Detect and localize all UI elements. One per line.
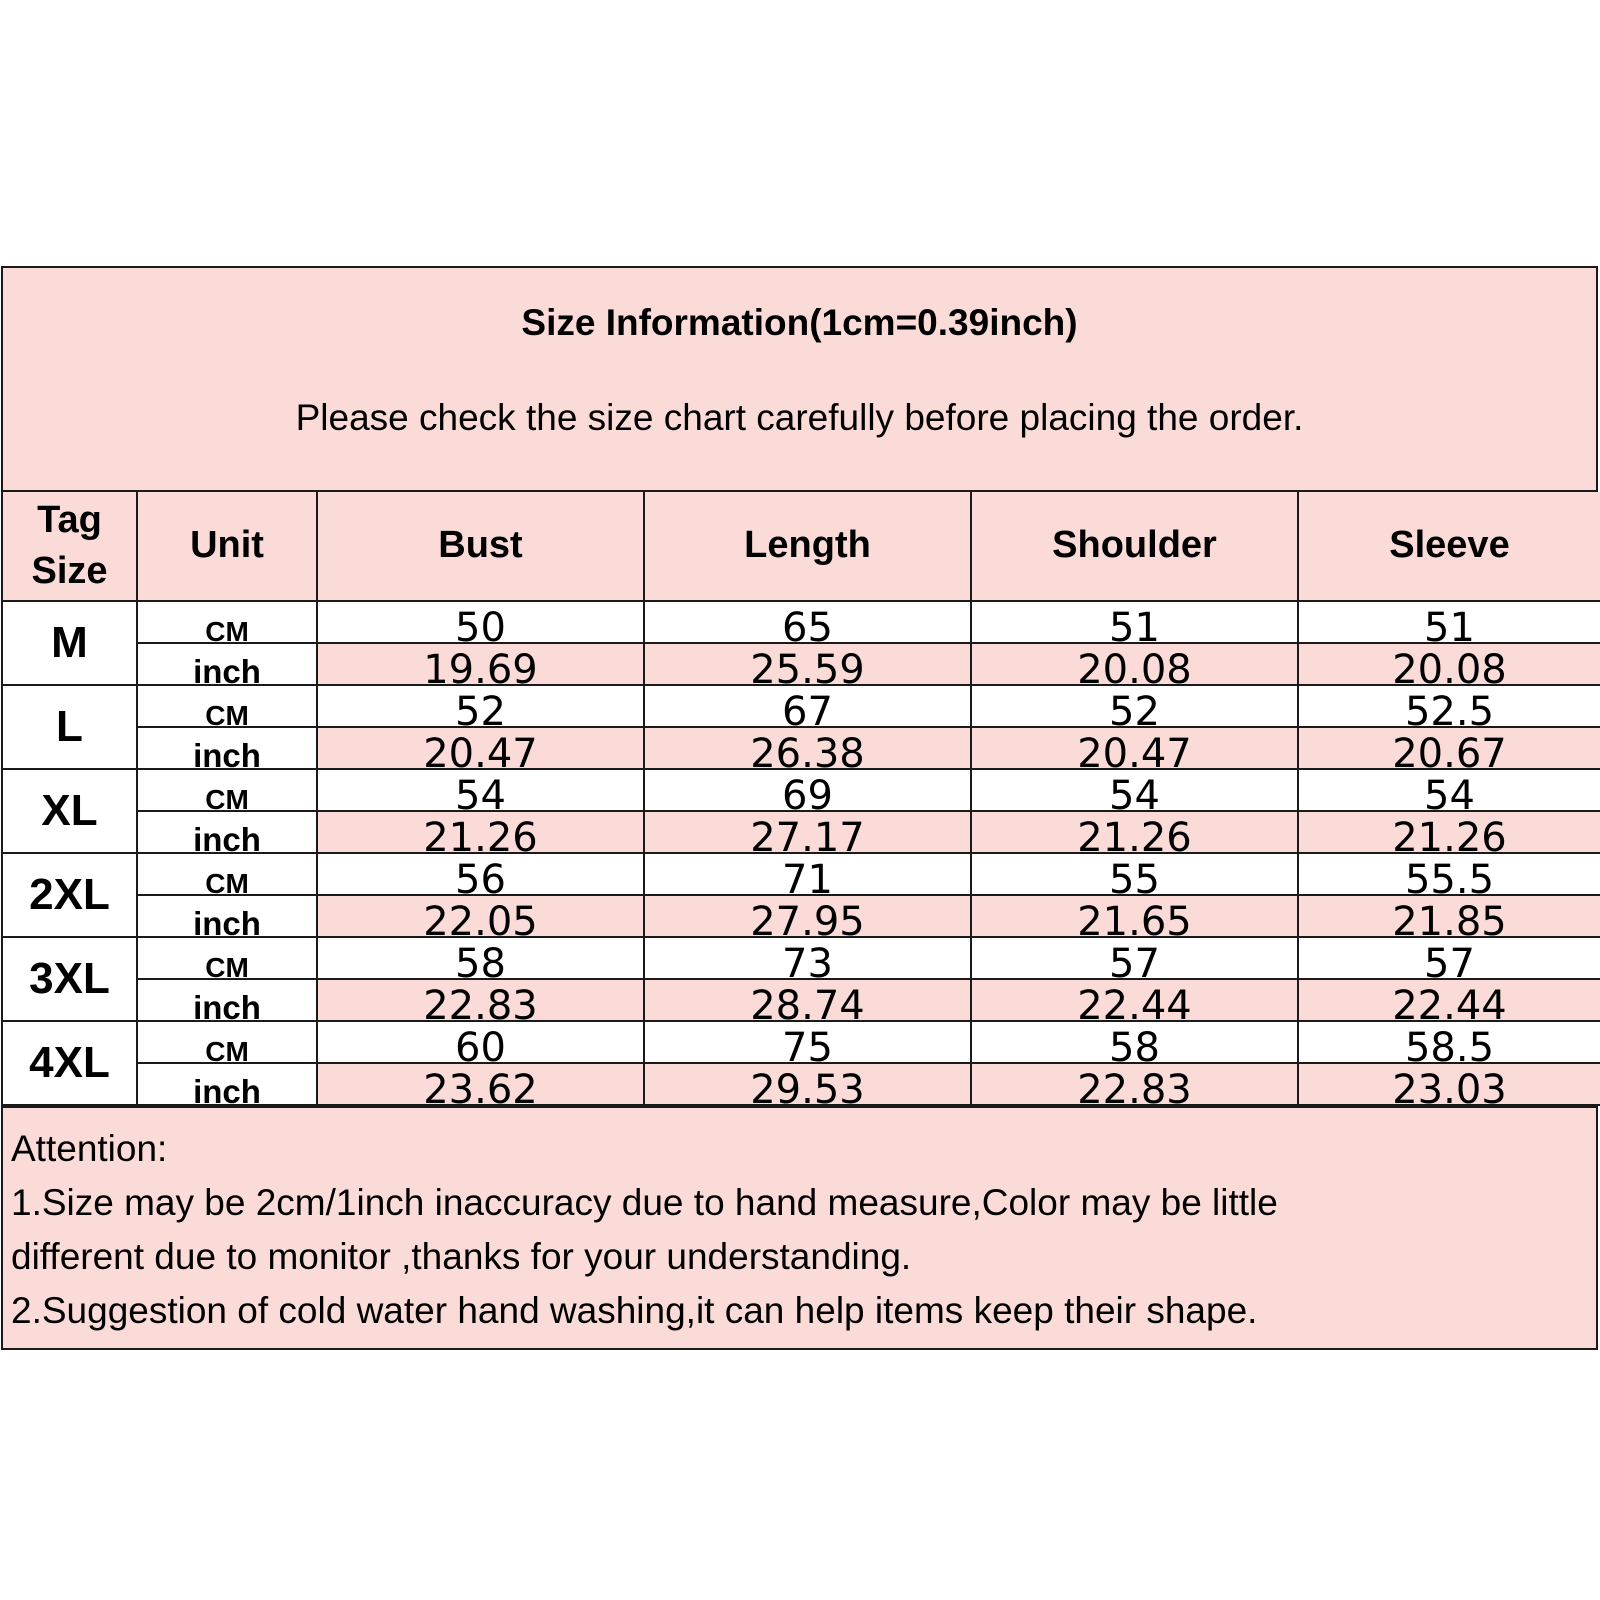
- length-value-cell: [644, 643, 971, 685]
- attention-line-1: 1.Size may be 2cm/1inch inaccuracy due to hand measure,Color may be little: [11, 1182, 1278, 1223]
- bust-value-cell: [317, 979, 644, 1021]
- length-value-cell: [644, 1021, 971, 1063]
- column-header-tag-size: [3, 492, 137, 601]
- sleeve-value-cell: [1298, 1021, 1600, 1063]
- shoulder-value-cell: [971, 685, 1298, 727]
- shoulder-value-cell: [971, 979, 1298, 1021]
- unit-label: CM: [205, 616, 249, 643]
- unit-label: inch: [193, 653, 261, 685]
- sleeve-value: 20.67: [1392, 731, 1507, 769]
- shoulder-value-cell: [971, 895, 1298, 937]
- sleeve-value: 58.5: [1404, 1025, 1495, 1063]
- column-header-bust: Bust: [317, 492, 644, 601]
- unit-label: CM: [205, 868, 249, 895]
- unit-label: inch: [193, 737, 261, 769]
- bust-value-cell: [317, 727, 644, 769]
- shoulder-value-cell: [971, 769, 1298, 811]
- tag-size-cell: 2XL: [3, 853, 137, 937]
- table-row: [3, 1021, 1600, 1063]
- length-value: 65: [782, 605, 833, 643]
- shoulder-value-cell: [971, 643, 1298, 685]
- sleeve-value-cell: [1298, 853, 1600, 895]
- bust-value: 22.83: [423, 983, 538, 1021]
- shoulder-value: 55: [1109, 857, 1160, 895]
- length-value: 67: [782, 689, 833, 727]
- length-value: 75: [782, 1025, 833, 1063]
- length-value-cell: [644, 895, 971, 937]
- length-value: 71: [782, 857, 833, 895]
- column-header-length: Length: [644, 492, 971, 601]
- tag-size-cell: XL: [3, 769, 137, 853]
- unit-label: inch: [193, 821, 261, 853]
- sleeve-value: 55.5: [1404, 857, 1495, 895]
- bust-value: 22.05: [423, 899, 538, 937]
- unit-label: CM: [205, 700, 249, 727]
- unit-cell-inch: [137, 979, 317, 1021]
- shoulder-value: 20.08: [1077, 647, 1192, 685]
- length-value: 27.95: [750, 899, 865, 937]
- bust-value: 21.26: [423, 815, 538, 853]
- attention-line-2: different due to monitor ,thanks for your understanding.: [11, 1236, 912, 1277]
- bust-value-cell: [317, 685, 644, 727]
- length-value: 26.38: [750, 731, 865, 769]
- bust-value: 54: [455, 773, 506, 811]
- unit-cell-cm: [137, 685, 317, 727]
- length-value-cell: [644, 811, 971, 853]
- attention-heading: Attention:: [11, 1128, 168, 1169]
- shoulder-value: 51: [1109, 605, 1160, 643]
- unit-cell-inch: [137, 1063, 317, 1105]
- table-row: [3, 853, 1600, 895]
- shoulder-value-cell: [971, 1063, 1298, 1105]
- bust-value: 50: [455, 605, 506, 643]
- attention-line-3: 2.Suggestion of cold water hand washing,it can help items keep their shape.: [11, 1290, 1258, 1331]
- table-header-row: [3, 492, 1600, 601]
- shoulder-value: 22.83: [1077, 1067, 1192, 1105]
- table-row: [3, 937, 1600, 979]
- unit-cell-inch: [137, 811, 317, 853]
- shoulder-value: 58: [1109, 1025, 1160, 1063]
- sleeve-value: 57: [1424, 941, 1475, 979]
- length-value: 69: [782, 773, 833, 811]
- table-row: [3, 685, 1600, 727]
- column-header-shoulder: Shoulder: [971, 492, 1298, 601]
- chart-subtitle: Please check the size chart carefully before placing the order.: [295, 397, 1304, 438]
- sleeve-value-cell: [1298, 979, 1600, 1021]
- sleeve-value: 51: [1424, 605, 1475, 643]
- shoulder-value-cell: [971, 811, 1298, 853]
- tag-size-cell: 3XL: [3, 937, 137, 1021]
- shoulder-value: 22.44: [1077, 983, 1192, 1021]
- shoulder-value: 52: [1109, 689, 1160, 727]
- sleeve-value-cell: [1298, 601, 1600, 643]
- length-value: 28.74: [750, 983, 865, 1021]
- sleeve-value-cell: [1298, 643, 1600, 685]
- length-value: 27.17: [750, 815, 865, 853]
- sleeve-value-cell: [1298, 727, 1600, 769]
- column-header-tag-size-line2: Size: [31, 550, 108, 592]
- bust-value: 58: [455, 941, 506, 979]
- bust-value-cell: [317, 601, 644, 643]
- length-value-cell: [644, 769, 971, 811]
- bust-value-cell: [317, 1021, 644, 1063]
- shoulder-value-cell: [971, 937, 1298, 979]
- bust-value-cell: [317, 895, 644, 937]
- chart-header: [3, 268, 1596, 492]
- unit-cell-cm: [137, 769, 317, 811]
- sleeve-value: 21.26: [1392, 815, 1507, 853]
- attention-notes: [3, 1106, 1596, 1348]
- unit-cell-cm: [137, 937, 317, 979]
- bust-value-cell: [317, 937, 644, 979]
- table-row: [3, 895, 1600, 937]
- length-value: 29.53: [750, 1067, 865, 1105]
- chart-title: Size Information(1cm=0.39inch): [521, 302, 1078, 343]
- bust-value: 56: [455, 857, 506, 895]
- unit-label: CM: [205, 1036, 249, 1063]
- bust-value-cell: [317, 853, 644, 895]
- unit-cell-inch: [137, 643, 317, 685]
- sleeve-value-cell: [1298, 811, 1600, 853]
- shoulder-value: 54: [1109, 773, 1160, 811]
- table-row: [3, 727, 1600, 769]
- length-value-cell: [644, 685, 971, 727]
- table-row: [3, 1063, 1600, 1105]
- bust-value-cell: [317, 769, 644, 811]
- shoulder-value-cell: [971, 1021, 1298, 1063]
- unit-cell-cm: [137, 853, 317, 895]
- length-value-cell: [644, 601, 971, 643]
- column-header-unit: Unit: [137, 492, 317, 601]
- sleeve-value: 54: [1424, 773, 1475, 811]
- shoulder-value: 20.47: [1077, 731, 1192, 769]
- sleeve-value: 52.5: [1404, 689, 1495, 727]
- unit-cell-inch: [137, 727, 317, 769]
- shoulder-value: 21.65: [1077, 899, 1192, 937]
- length-value-cell: [644, 937, 971, 979]
- sleeve-value-cell: [1298, 895, 1600, 937]
- unit-label: inch: [193, 989, 261, 1021]
- length-value-cell: [644, 727, 971, 769]
- length-value: 25.59: [750, 647, 865, 685]
- shoulder-value-cell: [971, 727, 1298, 769]
- table-row: [3, 811, 1600, 853]
- unit-label: CM: [205, 952, 249, 979]
- unit-cell-inch: [137, 895, 317, 937]
- tag-size-cell: M: [3, 601, 137, 685]
- shoulder-value: 57: [1109, 941, 1160, 979]
- column-header-sleeve: Sleeve: [1298, 492, 1600, 601]
- bust-value: 20.47: [423, 731, 538, 769]
- table-row: [3, 769, 1600, 811]
- column-header-tag-size-line1: Tag: [37, 498, 102, 541]
- sleeve-value: 23.03: [1392, 1067, 1507, 1105]
- bust-value-cell: [317, 643, 644, 685]
- sleeve-value-cell: [1298, 685, 1600, 727]
- unit-label: inch: [193, 1073, 261, 1105]
- bust-value-cell: [317, 811, 644, 853]
- sleeve-value-cell: [1298, 1063, 1600, 1105]
- unit-label: inch: [193, 905, 261, 937]
- length-value-cell: [644, 979, 971, 1021]
- bust-value-cell: [317, 1063, 644, 1105]
- length-value-cell: [644, 1063, 971, 1105]
- unit-cell-cm: [137, 601, 317, 643]
- size-chart: [1, 266, 1598, 1350]
- shoulder-value-cell: [971, 853, 1298, 895]
- table-row: [3, 643, 1600, 685]
- unit-label: CM: [205, 784, 249, 811]
- shoulder-value: 21.26: [1077, 815, 1192, 853]
- bust-value: 60: [455, 1025, 506, 1063]
- length-value-cell: [644, 853, 971, 895]
- sleeve-value-cell: [1298, 937, 1600, 979]
- sleeve-value-cell: [1298, 769, 1600, 811]
- sleeve-value: 20.08: [1392, 647, 1507, 685]
- bust-value: 23.62: [423, 1067, 538, 1105]
- unit-cell-cm: [137, 1021, 317, 1063]
- shoulder-value-cell: [971, 601, 1298, 643]
- tag-size-cell: L: [3, 685, 137, 769]
- size-table: [3, 492, 1600, 1106]
- table-row: [3, 601, 1600, 643]
- table-row: [3, 979, 1600, 1021]
- sleeve-value: 21.85: [1392, 899, 1507, 937]
- tag-size-cell: 4XL: [3, 1021, 137, 1105]
- bust-value: 52: [455, 689, 506, 727]
- length-value: 73: [782, 941, 833, 979]
- sleeve-value: 22.44: [1392, 983, 1507, 1021]
- size-table-body: [3, 601, 1600, 1105]
- bust-value: 19.69: [423, 647, 538, 685]
